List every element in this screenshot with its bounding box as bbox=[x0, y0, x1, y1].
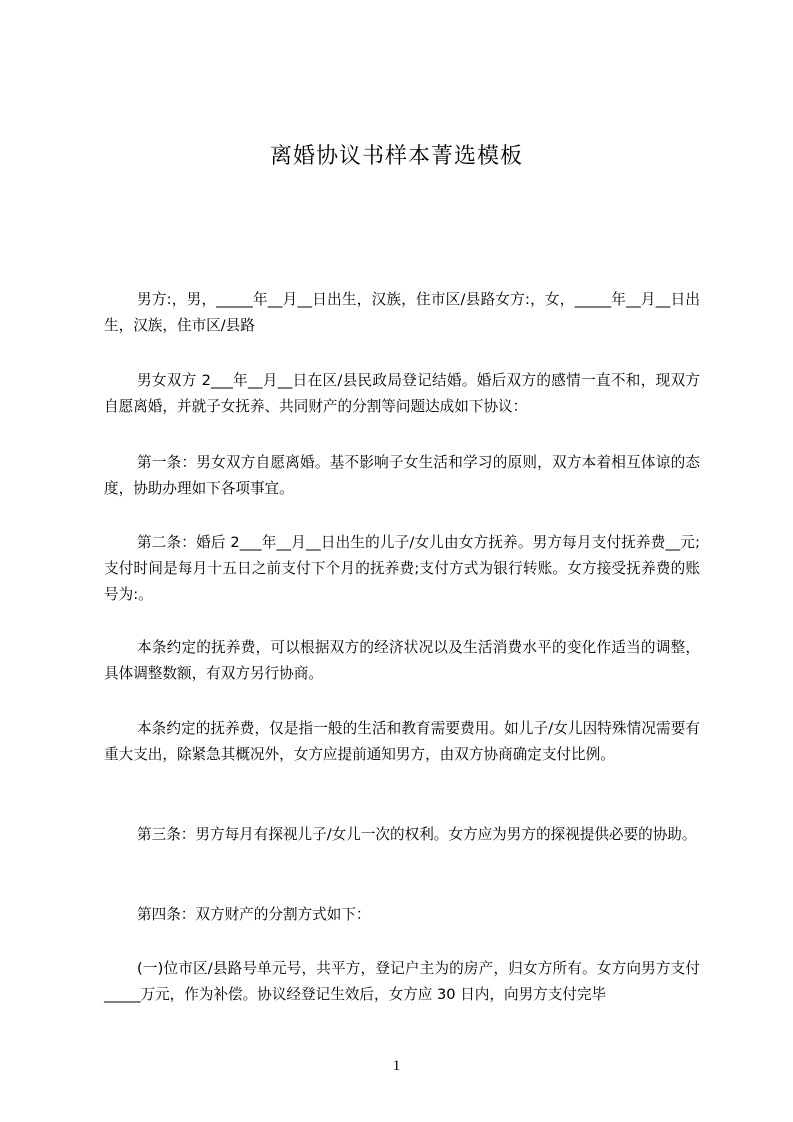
paragraph-article-2: 第二条：婚后 2___年__月__日出生的儿子/女儿由女方抚养。男方每月支付抚养费__元;支付时间是每月十五日之前支付下个月的抚养费;支付方式为银行转账。女方接受抚养费的账号为:。 bbox=[104, 534, 700, 603]
paragraph-support-adjustment: 本条约定的抚养费，可以根据双方的经济状况以及生活消费水平的变化作适当的调整，具体调整数额，有双方另行协商。 bbox=[104, 639, 700, 682]
paragraph-marriage-registration: 男女双方 2___年__月__日在区/县民政局登记结婚。婚后双方的感情一直不和，现双方自愿离婚，并就子女抚养、共同财产的分割等问题达成如下协议： bbox=[104, 372, 701, 415]
paragraph-property-item-1: (一)位市区/县路号单元号，共平方，登记户主为的房产，归女方所有。女方向男方支付_____万元，作为补偿。协议经登记生效后，女方应 30 日内，向男方支付完毕 bbox=[104, 960, 700, 1003]
paragraph-parties: 男方:，男，_____年__月__日出生，汉族，住市区/县路女方:，女，_____年__月__日出生，汉族，住市区/县路 bbox=[104, 291, 700, 334]
paragraph-article-3: 第三条：男方每月有探视儿子/女儿一次的权利。女方应为男方的探视提供必要的协助。 bbox=[137, 826, 697, 843]
page-number: 1 bbox=[392, 1058, 401, 1074]
document-title: 离婚协议书样本菁选模板 bbox=[269, 144, 523, 169]
paragraph-article-4: 第四条：双方财产的分割方式如下： bbox=[137, 906, 371, 923]
paragraph-support-scope: 本条约定的抚养费，仅是指一般的生活和教育需要费用。如儿子/女儿因特殊情况需要有重大支出，除紧急其概况外，女方应提前通知男方，由双方协商确定支付比例。 bbox=[104, 720, 700, 763]
paragraph-article-1: 第一条：男女双方自愿离婚。基不影响子女生活和学习的原则，双方本着相互体谅的态度，协助办理如下各项事宜。 bbox=[104, 454, 700, 497]
